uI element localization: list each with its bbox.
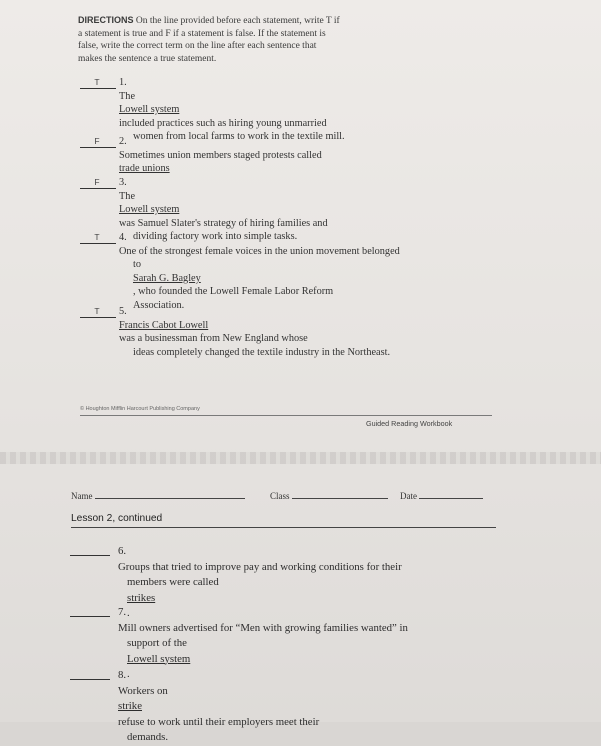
underlined-term: Francis Cabot Lowell bbox=[119, 319, 209, 331]
question-text-line-2: women from local farms to work in the textile mill. bbox=[133, 131, 345, 143]
question-1-text bbox=[119, 76, 345, 144]
question-number: 8. bbox=[118, 669, 127, 681]
question-number: 4. bbox=[119, 232, 127, 243]
directions-line-4: makes the sentence a true statement. bbox=[78, 53, 217, 64]
question-6 bbox=[70, 544, 510, 619]
question-text: refuse to work until their employers meet their bbox=[118, 715, 320, 728]
question-8 bbox=[70, 668, 510, 743]
lesson-heading: Lesson 2, continued bbox=[71, 513, 163, 524]
question-5 bbox=[80, 305, 510, 358]
answer-line-4 bbox=[80, 243, 116, 244]
directions-heading: DIRECTIONS bbox=[78, 15, 134, 25]
answer-line-8[interactable] bbox=[70, 679, 110, 680]
question-7 bbox=[70, 605, 510, 680]
answer-blank-1[interactable]: T bbox=[94, 77, 100, 87]
directions-line-3: false, write the correct term on the line after each sentence that bbox=[78, 41, 317, 52]
question-text: Mill owners advertised for “Men with growing families wanted” in bbox=[118, 621, 408, 634]
name-field[interactable] bbox=[71, 490, 245, 501]
question-4-text bbox=[119, 231, 400, 313]
answer-line-6[interactable] bbox=[70, 555, 110, 556]
question-4 bbox=[80, 231, 510, 311]
question-text-line-2: demands. bbox=[127, 731, 169, 743]
question-text: support of the bbox=[127, 637, 187, 649]
question-text: members were called bbox=[127, 576, 219, 588]
question-text: One of the strongest female voices in the union movement belonged bbox=[119, 245, 400, 257]
underlined-term: trade unions bbox=[119, 163, 170, 175]
question-text: . bbox=[127, 607, 130, 619]
question-number: 7. bbox=[118, 606, 127, 618]
question-2 bbox=[80, 135, 510, 175]
answer-line-5 bbox=[80, 317, 116, 318]
directions-line-2: a statement is true and F if a statement is false. If the statement is bbox=[78, 28, 326, 39]
question-number: 5. bbox=[119, 306, 127, 317]
question-text: to bbox=[133, 259, 142, 271]
question-text-line-3: Association. bbox=[133, 299, 185, 311]
question-text-line-2: ideas completely changed the textile industry in the Northeast. bbox=[133, 346, 391, 358]
underlined-term: Lowell system bbox=[119, 104, 180, 116]
question-5-text bbox=[119, 305, 390, 359]
date-field[interactable] bbox=[400, 490, 483, 501]
name-label: Name bbox=[71, 491, 93, 501]
question-text-line-2: dividing factory work into simple tasks. bbox=[133, 231, 298, 243]
question-number: 2. bbox=[119, 136, 127, 147]
page-break bbox=[0, 452, 601, 464]
question-8-text bbox=[118, 668, 319, 746]
question-text: included practices such as hiring young unmarried bbox=[119, 117, 327, 129]
question-text: . bbox=[127, 668, 130, 680]
lesson-divider bbox=[71, 527, 496, 528]
question-text: Sometimes union members staged protests called bbox=[119, 149, 322, 161]
answer-line-1 bbox=[80, 88, 116, 89]
question-1 bbox=[80, 76, 510, 143]
name-line[interactable] bbox=[95, 490, 245, 499]
answer-blank-3[interactable]: F bbox=[94, 177, 100, 187]
answer-line-3 bbox=[80, 188, 116, 189]
question-text: The bbox=[119, 90, 136, 102]
answer-blank-5[interactable]: T bbox=[94, 306, 100, 316]
question-text: Groups that tried to improve pay and working conditions for their bbox=[118, 560, 402, 573]
underlined-term: Sarah G. Bagley bbox=[133, 272, 201, 284]
answer-blank-4[interactable]: T bbox=[94, 232, 100, 242]
question-3 bbox=[80, 176, 510, 243]
question-text: Workers on bbox=[118, 684, 168, 697]
answer-line-2 bbox=[80, 147, 116, 148]
answer-blank-2[interactable]: F bbox=[94, 136, 100, 146]
underlined-term: Lowell system bbox=[119, 204, 180, 216]
workbook-label: Guided Reading Workbook bbox=[366, 419, 453, 428]
class-field[interactable] bbox=[270, 490, 388, 501]
underlined-term: strike bbox=[118, 700, 142, 712]
question-number: 6. bbox=[118, 545, 127, 557]
date-line[interactable] bbox=[419, 490, 483, 499]
question-text: The bbox=[119, 190, 136, 202]
directions-block bbox=[78, 14, 498, 65]
date-label: Date bbox=[400, 491, 417, 501]
footer-divider bbox=[80, 415, 492, 416]
underlined-term: Lowell system bbox=[127, 652, 191, 665]
question-text: was a businessman from New England whose bbox=[119, 333, 308, 345]
directions-line-1: On the line provided before each statement, write T if bbox=[135, 16, 340, 26]
question-2-text bbox=[119, 135, 322, 176]
answer-line-7[interactable] bbox=[70, 616, 110, 617]
underlined-term: strikes bbox=[127, 591, 156, 604]
question-number: 1. bbox=[119, 77, 127, 88]
copyright-notice: © Houghton Mifflin Harcourt Publishing Company bbox=[80, 406, 200, 412]
question-text: was Samuel Slater's strategy of hiring families and bbox=[119, 217, 328, 229]
class-label: Class bbox=[270, 491, 290, 501]
class-line[interactable] bbox=[292, 490, 388, 499]
question-text: , who founded the Lowell Female Labor Reform bbox=[133, 286, 334, 298]
question-number: 3. bbox=[119, 177, 127, 188]
